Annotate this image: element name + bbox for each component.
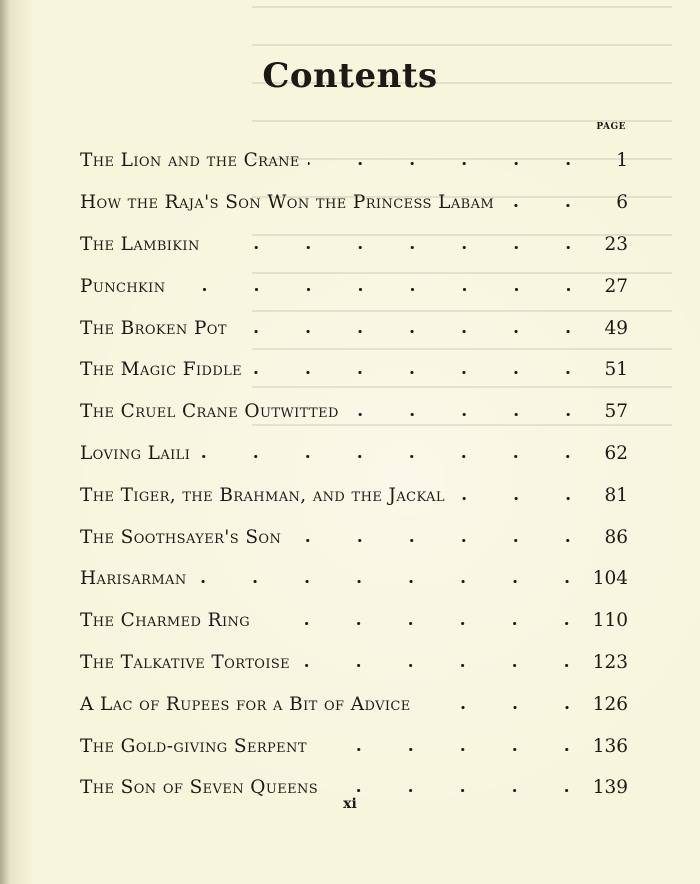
dot-leader xyxy=(258,600,593,642)
toc-entry xyxy=(80,600,628,642)
toc-entry-page: 81 xyxy=(604,484,628,506)
toc-entry xyxy=(80,307,628,349)
toc-entry-page: 62 xyxy=(604,442,628,464)
page-number: xi xyxy=(343,796,357,812)
dot-leader xyxy=(235,307,594,349)
toc-entry xyxy=(80,140,628,182)
dot-leader xyxy=(315,725,593,767)
toc-entry-page: 49 xyxy=(604,317,628,339)
toc-entry-page: 27 xyxy=(604,275,628,297)
toc-entry-title: The Lion and the Crane xyxy=(80,150,300,172)
toc-entry-title: The Talkative Tortoise xyxy=(80,651,291,673)
dot-leader xyxy=(298,642,593,684)
toc-entry-page: 123 xyxy=(592,651,628,673)
toc-entry-page: 23 xyxy=(604,233,628,255)
toc-entry-title: The Soothsayer's Son xyxy=(80,526,282,548)
toc-entry xyxy=(80,642,628,684)
toc-entry-title: The Son of Seven Queens xyxy=(80,777,319,799)
page-column-label: PAGE xyxy=(596,122,626,132)
toc-entry-title: The Tiger, the Brahman, and the Jackal xyxy=(80,484,445,506)
toc-entry-title: The Lambikin xyxy=(80,233,200,255)
toc-entry-page: 136 xyxy=(592,735,628,757)
toc-entry-title: How the Raja's Son Won the Princess Labam xyxy=(80,192,495,214)
toc-entry-page: 86 xyxy=(604,526,628,548)
toc-entry xyxy=(80,349,628,391)
toc-entry xyxy=(80,474,628,516)
dot-leader xyxy=(289,516,594,558)
dot-leader xyxy=(208,224,594,266)
toc-entry-page: 6 xyxy=(616,192,628,214)
toc-entry-title: The Cruel Crane Outwitted xyxy=(80,401,339,423)
toc-entry xyxy=(80,558,628,600)
dot-leader xyxy=(198,433,594,475)
dot-leader xyxy=(174,265,595,307)
dot-leader xyxy=(347,391,594,433)
toc-entry-page: 126 xyxy=(592,693,628,715)
toc-entry-title: Harisarman xyxy=(80,568,187,590)
toc-entry-title: The Gold-giving Serpent xyxy=(80,735,307,757)
toc-entry-title: Punchkin xyxy=(80,275,166,297)
toc-entry xyxy=(80,516,628,558)
dot-leader xyxy=(250,349,594,391)
dot-leader xyxy=(502,182,594,224)
table-of-contents xyxy=(80,140,628,809)
dot-leader xyxy=(419,683,593,725)
toc-entry xyxy=(80,391,628,433)
toc-entry xyxy=(80,433,628,475)
toc-entry-title: The Charmed Ring xyxy=(80,610,251,632)
toc-entry-title: Loving Laili xyxy=(80,442,191,464)
toc-entry xyxy=(80,725,628,767)
toc-entry-page: 139 xyxy=(592,777,628,799)
toc-entry-page: 104 xyxy=(592,568,628,590)
dot-leader xyxy=(308,140,594,182)
dot-leader xyxy=(453,474,594,516)
toc-entry-page: 51 xyxy=(604,359,628,381)
toc-entry xyxy=(80,265,628,307)
toc-entry xyxy=(80,224,628,266)
toc-entry xyxy=(80,182,628,224)
toc-entry-title: The Broken Pot xyxy=(80,317,227,339)
toc-entry-page: 1 xyxy=(616,150,628,172)
toc-entry-page: 57 xyxy=(604,401,628,423)
toc-entry-title: The Magic Fiddle xyxy=(80,359,243,381)
toc-entry xyxy=(80,683,628,725)
toc-entry-title: A Lac of Rupees for a Bit of Advice xyxy=(80,693,411,715)
page-title: Contents xyxy=(262,56,438,96)
toc-entry-page: 110 xyxy=(592,610,628,632)
dot-leader xyxy=(195,558,593,600)
